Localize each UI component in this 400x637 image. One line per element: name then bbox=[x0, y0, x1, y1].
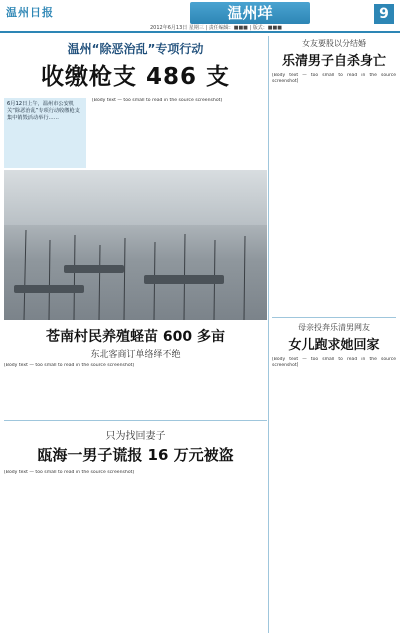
page-number: 9 bbox=[374, 4, 394, 24]
photo-story-body: [Body text — too small to read in the source screenshot] bbox=[4, 363, 135, 368]
top-story-kicker: 温州“除恶治乱”专项行动 bbox=[67, 42, 204, 56]
top-story-headline: 收缴枪支 486 支 bbox=[40, 64, 231, 90]
section-tag: 温州垟 bbox=[190, 2, 310, 24]
right-bottom-kicker: 母亲投奔乐清男网友 bbox=[298, 323, 370, 332]
photo-story bbox=[4, 326, 267, 425]
top-story-lead: 6月12日上午，温州市公安机关“除恶治乱”专项行动收缴枪支集中销毁活动举行…… bbox=[4, 98, 86, 168]
photo-poles bbox=[4, 170, 267, 320]
masthead bbox=[0, 0, 400, 33]
right-top-body: [Body text — too small to read in the source screenshot] bbox=[272, 73, 396, 85]
right-column-divider bbox=[272, 317, 396, 318]
dateline: 2012年6月13日 星期三 | 责任编辑：■■■ | 版式：■■■ bbox=[150, 25, 282, 31]
right-top-headline: 乐清男子自杀身亡 bbox=[281, 54, 386, 69]
right-bottom-headline: 女儿跑求她回家 bbox=[288, 338, 380, 353]
right-top-story bbox=[272, 38, 396, 313]
newspaper-brand: 温州日报 bbox=[6, 6, 54, 19]
right-column bbox=[272, 34, 396, 627]
left-column bbox=[4, 34, 267, 475]
bottom-story bbox=[4, 426, 267, 637]
column-divider bbox=[268, 36, 269, 633]
photo-story-headline: 苍南村民养殖蛏苗 600 多亩 bbox=[46, 329, 225, 345]
photo-story-subhead: 东北客商订单络绎不绝 bbox=[90, 350, 181, 360]
top-story-body: [Body text — too small to read in the source screenshot] bbox=[92, 98, 223, 103]
bottom-story-headline: 瓯海一男子谎报 16 万元被盗 bbox=[37, 446, 234, 464]
right-bottom-story bbox=[272, 322, 396, 627]
right-bottom-body: [Body text — too small to read in the source screenshot] bbox=[272, 357, 396, 369]
bottom-story-divider bbox=[4, 420, 267, 421]
bottom-story-body: [Body text — too small to read in the source screenshot] bbox=[4, 470, 135, 475]
tidal-flat-photo bbox=[4, 170, 267, 320]
right-top-kicker: 女友要股以分结婚 bbox=[302, 39, 366, 48]
bottom-story-kicker: 只为找回妻子 bbox=[105, 431, 166, 442]
